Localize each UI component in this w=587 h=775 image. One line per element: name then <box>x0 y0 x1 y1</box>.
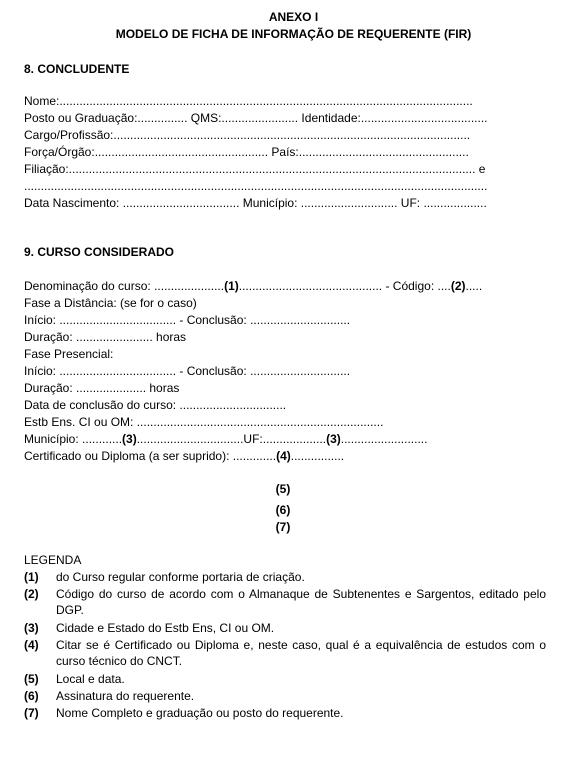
uf-tail: .......................... <box>340 432 428 446</box>
legend-num: (4) <box>24 638 39 652</box>
codigo-tail: ..... <box>465 279 483 293</box>
ref-4: (4) <box>276 449 291 463</box>
field-inicio-conclusao-1: Início: ................................... - Conclusão: .............................. <box>24 313 351 327</box>
legend-item <box>24 569 546 585</box>
legend-item <box>24 688 546 704</box>
field-fase-distancia: Fase a Distância: (se for o caso) <box>24 296 197 310</box>
legend-item <box>24 705 546 721</box>
legend-text: Código do curso de acordo com o Almanaque de Subtenentes e Sargentos, editado pelo DGP. <box>56 587 546 618</box>
field-cargo: Cargo/Profissão:........................................................................................................... <box>24 128 471 142</box>
legend-num: (3) <box>24 621 39 635</box>
legend-text: do Curso regular conforme portaria de criação. <box>56 570 305 584</box>
field-forca-pais: Força/Órgão:.................................................... País:................................................... <box>24 145 469 159</box>
legend-title: LEGENDA <box>24 553 82 567</box>
field-municipio-uf <box>24 431 427 447</box>
legend-text: Cidade e Estado do Estb Ens, CI ou OM. <box>56 621 275 635</box>
marker-7: (7) <box>275 520 291 534</box>
codigo-label: ........................................... - Código: .... <box>238 279 451 293</box>
field-fase-presencial: Fase Presencial: <box>24 347 114 361</box>
uf-label: ................................UF:................... <box>136 432 327 446</box>
legend-item <box>24 637 546 669</box>
ref-1: (1) <box>224 279 239 293</box>
marker-6: (6) <box>275 503 291 517</box>
certificado-tail: ................ <box>290 449 345 463</box>
legend-item <box>24 620 546 636</box>
ref-3a: (3) <box>122 432 137 446</box>
legend-num: (2) <box>24 587 39 601</box>
field-duracao-2: Duração: ..................... horas <box>24 381 180 395</box>
municipio-label: Município: ............ <box>24 432 123 446</box>
legend-item <box>24 671 546 687</box>
field-data-conclusao: Data de conclusão do curso: ................................ <box>24 398 287 412</box>
ref-3b: (3) <box>326 432 341 446</box>
field-duracao-1: Duração: ....................... horas <box>24 330 187 344</box>
legend-text: Nome Completo e graduação ou posto do requerente. <box>56 706 344 720</box>
ref-2: (2) <box>450 279 466 293</box>
field-nascimento-municipio-uf: Data Nascimento: ................................... Município: ............................. UF: ................... <box>24 196 487 210</box>
marker-5: (5) <box>275 482 291 496</box>
legend-text: Assinatura do requerente. <box>56 689 195 703</box>
field-nome: Nome:............................................................................................................................ <box>24 94 473 108</box>
field-certificado <box>24 448 344 464</box>
legend-num: (7) <box>24 706 39 720</box>
legend-text: Citar se é Certificado ou Diploma e, neste caso, qual é a equivalência de estudos com o curso técnico do CNCT. <box>56 638 546 669</box>
field-denominacao-codigo <box>24 278 482 294</box>
legend-num: (6) <box>24 689 39 703</box>
field-posto-qms-identidade: Posto ou Graduação:............... QMS:....................... Identidade:...................................... <box>24 111 488 125</box>
legend-num: (5) <box>24 672 39 686</box>
legend-num: (1) <box>24 570 39 584</box>
denominacao-label: Denominação do curso: ..................... <box>24 279 225 293</box>
field-filiacao: Filiação:.......................................................................................................................... e <box>24 162 486 176</box>
legend-text: Local e data. <box>56 672 125 686</box>
section-8-heading: 8. CONCLUDENTE <box>24 62 130 76</box>
form-title: MODELO DE FICHA DE INFORMAÇÃO DE REQUERENTE (FIR) <box>115 27 472 41</box>
field-inicio-conclusao-2: Início: ................................... - Conclusão: .............................. <box>24 364 351 378</box>
certificado-label: Certificado ou Diploma (a ser suprido): ............. <box>24 449 277 463</box>
section-9-heading: 9. CURSO CONSIDERADO <box>24 245 175 259</box>
annex-title: ANEXO I <box>268 10 319 24</box>
legend-item <box>24 586 546 618</box>
field-filiacao-cont: ........................................................................................................................................... <box>24 179 488 193</box>
field-estb-ens: Estb Ens. CI ou OM: .......................................................................... <box>24 415 384 429</box>
